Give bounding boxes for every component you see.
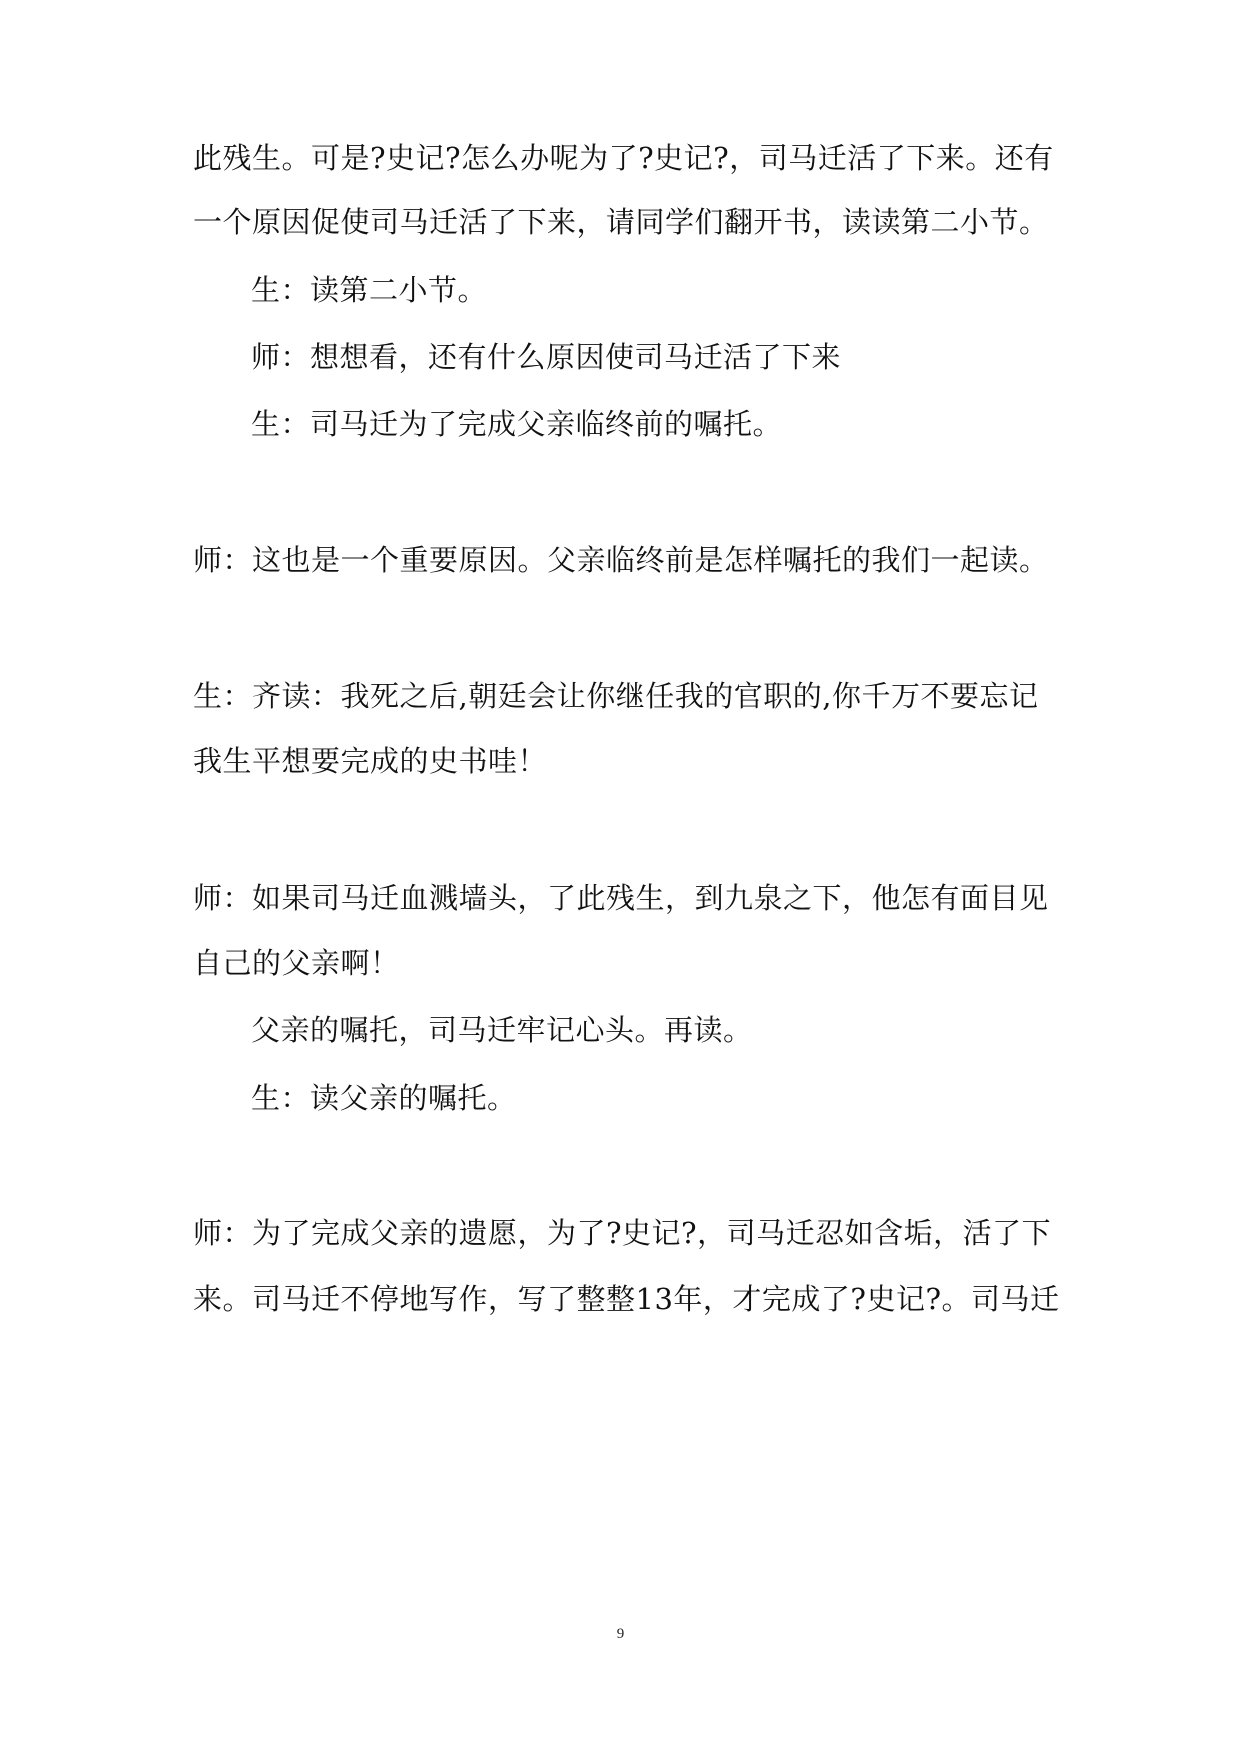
text-line: 生：司马迁为了完成父亲临终前的嘱托。 xyxy=(251,407,783,441)
text-line: 师：为了完成父亲的遗愿，为了?史记?，司马迁忍如含垢，活了下 xyxy=(193,1216,1052,1250)
text-line: 师：这也是一个重要原因。父亲临终前是怎样嘱托的我们一起读。 xyxy=(193,543,1049,577)
text-line: 自己的父亲啊！ xyxy=(193,946,400,980)
text-line: 父亲的嘱托，司马迁牢记心头。再读。 xyxy=(251,1013,753,1047)
text-line: 来。司马迁不停地写作，写了整整13年，才完成了?史记?。司马迁 xyxy=(193,1282,1060,1316)
text-line: 师：想想看，还有什么原因使司马迁活了下来 xyxy=(251,340,842,374)
text-line: 师：如果司马迁血溅墙头，了此残生，到九泉之下，他怎有面目见 xyxy=(193,881,1049,915)
page-number: 9 xyxy=(616,1626,625,1642)
text-line: 生：读父亲的嘱托。 xyxy=(251,1081,517,1115)
text-line: 我生平想要完成的史书哇！ xyxy=(193,744,548,778)
text-line: 一个原因促使司马迁活了下来，请同学们翻开书，读读第二小节。 xyxy=(193,205,1049,239)
text-line: 生：齐读：我死之后,朝廷会让你继任我的官职的,你千万不要忘记 xyxy=(193,679,1039,713)
text-line: 此残生。可是?史记?怎么办呢为了?史记?，司马迁活了下来。还有 xyxy=(193,141,1054,175)
text-line: 生：读第二小节。 xyxy=(251,273,488,307)
